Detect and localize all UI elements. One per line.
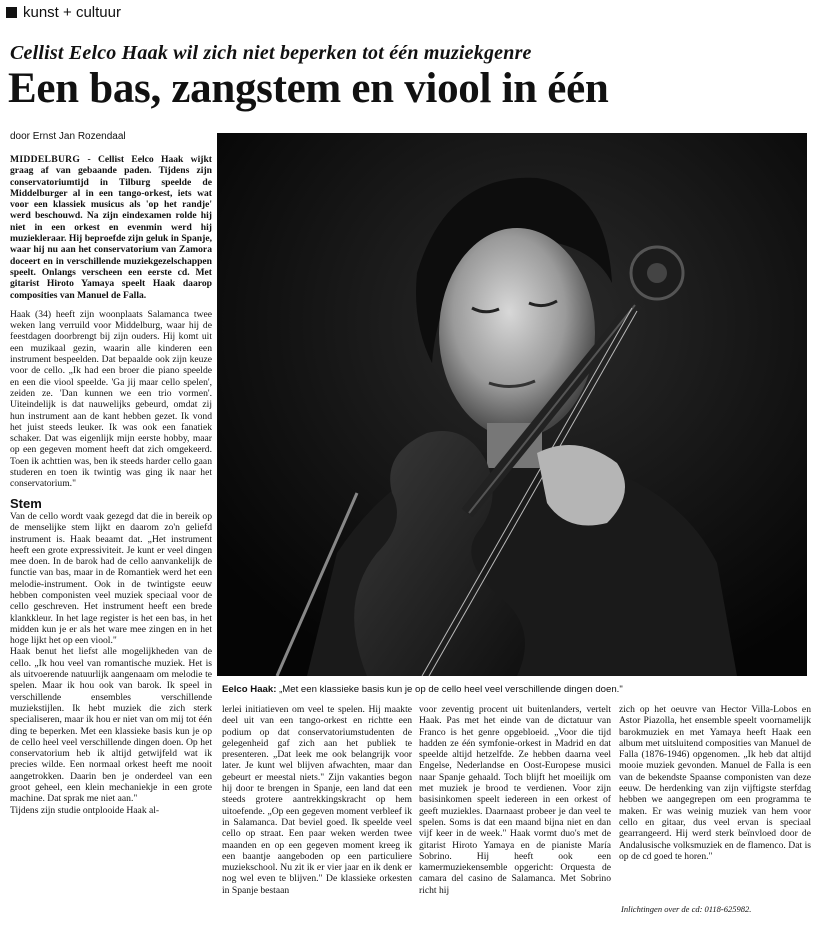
caption-name: Eelco Haak: <box>222 684 277 695</box>
headline: Een bas, zangstem en viool in één <box>8 65 609 112</box>
section-label: kunst + cultuur <box>23 4 121 21</box>
body-paragraph: Van de cello wordt vaak gezegd dat die in bereik op de menselijke stem lijkt en daarom zo'n geliefd instrument is. Haak beaamt dat. „Het instrument heeft een grote expressiviteit. Je kunt er veel dingen mee doen. In de barok had de cello aanvankelijk de functie van bas, maar in de Romantiek werd het een melodie-instrument. Ook in de twintigste eeuw hebben componisten veel muziek speciaal voor de cello geschreven. Het instrument heeft een brede klankkleur. In het lage register is het een bas, in het midden kun je er als het ware mee zingen en in het hoge lijkt het op een viool." <box>10 510 212 647</box>
section-header <box>6 4 121 21</box>
body-paragraph: voor zeventig procent uit buitenlanders, vertelt Haak. Pas met het einde van de dictatuur van Franco is het genre opgebloeid. „Voor die tijd hadden ze één symfonie-orkest in Madrid en dat speelde altijd hetzelfde. Ze hebben daarna veel Engelse, Nederlandse en Oost-Europese musici naar Spanje gehaald. Toch blijft het moeilijk om met muziek je brood te verdienen. Voor zijn basisinkomen speelt iedereen in een orkest of geeft muziekles. Daarnaast probeer je dan veel te spelen. Soms is dat een maand bijna niet en dan vijf keer in de week." Haak vormt duo's met de gitarist Hiroto Yamaya en de pianiste María Sobrino. Hij heeft ook een kamermuziekensemble opgericht: Orquesta de camara del casino de Salamanca. Met Sobrino richt hij <box>419 704 611 896</box>
cellist-photo <box>217 133 807 676</box>
body-paragraph: Tijdens zijn studie ontplooide Haak al- <box>10 804 160 816</box>
kicker: Cellist Eelco Haak wil zich niet beperken tot één muziekgenre <box>10 42 532 64</box>
footnote: Inlichtingen over de cd: 0118-625982. <box>621 904 752 914</box>
dateline: MIDDELBURG <box>10 154 81 165</box>
photo-caption <box>222 684 623 695</box>
lead-text: - Cellist Eelco Haak wijkt graag af van gebaande paden. Tijdens zijn conservatoriumtijd in Tilburg speelde de Middelburger al in een tango-orkest, iets wat voor een klassiek musicus als 'op het randje' werd beschouwd. Na zijn eindexamen rolde hij niet in een orkest en evenmin werd hij muziekleraar. Hij beproefde zijn geluk in Spanje, waar hij nu aan het conservatorium van Zamora doceert en in verschillende muziekgezelschappen speelt. Onlangs verscheen een eerste cd. Met gitarist Hiroto Yamaya speelt Haak daarop composities van Manuel de Falla. <box>10 154 212 301</box>
caption-quote: „Met een klassieke basis kun je op de cello heel veel verschillende dingen doen." <box>276 684 623 695</box>
section-square-icon <box>6 7 17 18</box>
byline: door Ernst Jan Rozendaal <box>10 131 126 142</box>
subhead: Stem <box>10 495 42 511</box>
cellist-illustration <box>217 133 807 676</box>
column-3 <box>419 704 611 914</box>
body-paragraph: lerlei initiatieven om veel te spelen. Hij maakte deel uit van een tango-orkest en richtte een podium op dat conservatoriumstudenten de gelegenheid gaf zich aan het publiek te presenteren. „Dat leek me ook belangrijk voor later. Je kunt wel blijven afwachten, maar dan gebeurt er meestal niets." Zijn vakanties begon hij door te brengen in Spanje, een land dat een steeds grotere aantrekkingskracht op hem uitoefende. „Op een gegeven moment verbleef ik in Salamanca. Dat beviel goed. Ik speelde veel cello op straat. Een paar weken werden twee maanden en op een gegeven moment kreeg ik een baantje aangeboden op een particuliere muziekschool. Nu zit ik er vier jaar en ik denk er nog wel even te blijven." De klassieke orkesten in Spanje bestaan <box>222 704 412 896</box>
column-4 <box>619 704 811 900</box>
body-paragraph: Haak (34) heeft zijn woonplaats Salamanca twee weken lang verruild voor Middelburg, waar hij de feestdagen doorbrengt bij zijn ouders. Hij komt uit een muzikaal gezin, waarin alle kinderen een instrument bespeelden. Dat bepaalde ook zijn keuze voor de cello. „Ik had een broer die piano speelde en een die viool speelde. 'Ga jij maar cello spelen', zeiden ze. 'Dan kunnen we een trio vormen'. Uiteindelijk is dat nauwelijks gebeurd, omdat zij hun instrument aan de kant hebben gezet. Ik vond het juist steeds leuker. Ik was ook een fanatiek schaker. Dat was eigenlijk mijn eerste hobby, maar op een gegeven moment heeft dat zich omgekeerd. Toen ik achttien was, ben ik steeds harder cello gaan studeren en toen ik twintig was ging ik naar het conservatorium." <box>10 308 212 490</box>
column-2 <box>222 704 412 914</box>
body-paragraph: Haak benut het liefst alle mogelijkheden van de cello. „Ik hou veel van romantische muziek. Het is als uitvoerende natuurlijk aangenaam om melodie te spelen. Maar ik hou ook van barok. Ik speel in verschillende ensembles verschillende muziekstijlen. Ik hebt muziek die zich sterk specialiseren, maar ik hou er niet van om mij tot één ding te beperken. Met een klassieke basis kun je op de cello heel veel verschillende dingen doen. Op het conservatorium heb ik altijd getwijfeld wat ik precies wilde. Een normaal orkest heeft me nooit aangetrokken. Daarin ben je onderdeel van een groot geheel, een klein mechaniekje in een grote machine. Dat sprak me niet aan." <box>10 646 212 805</box>
lead-paragraph <box>10 154 212 301</box>
body-paragraph: zich op het oeuvre van Hector Villa-Lobos en Astor Piazolla, het ensemble speelt voornamelijk barokmuziek en met Yamaya heeft Haak een album met uitsluitend composities van Manuel de Falla (1876-1946) opgenomen. „Ik heb dat altijd mooie muziek gevonden. Manuel de Falla is een van de bekendste Spaanse componisten van deze eeuw. De herdenking van zijn vijftigste sterfdag hebben we aangegrepen om een programma te maken. Er was weinig muziek van hem voor cello en gitaar, dus veel ervan is speciaal gearrangeerd. Hij werd sterk beïnvloed door de Andalusische volksmuziek en de flamenco. Dat is op de cd goed te horen." <box>619 704 811 862</box>
column-1 <box>10 154 212 906</box>
